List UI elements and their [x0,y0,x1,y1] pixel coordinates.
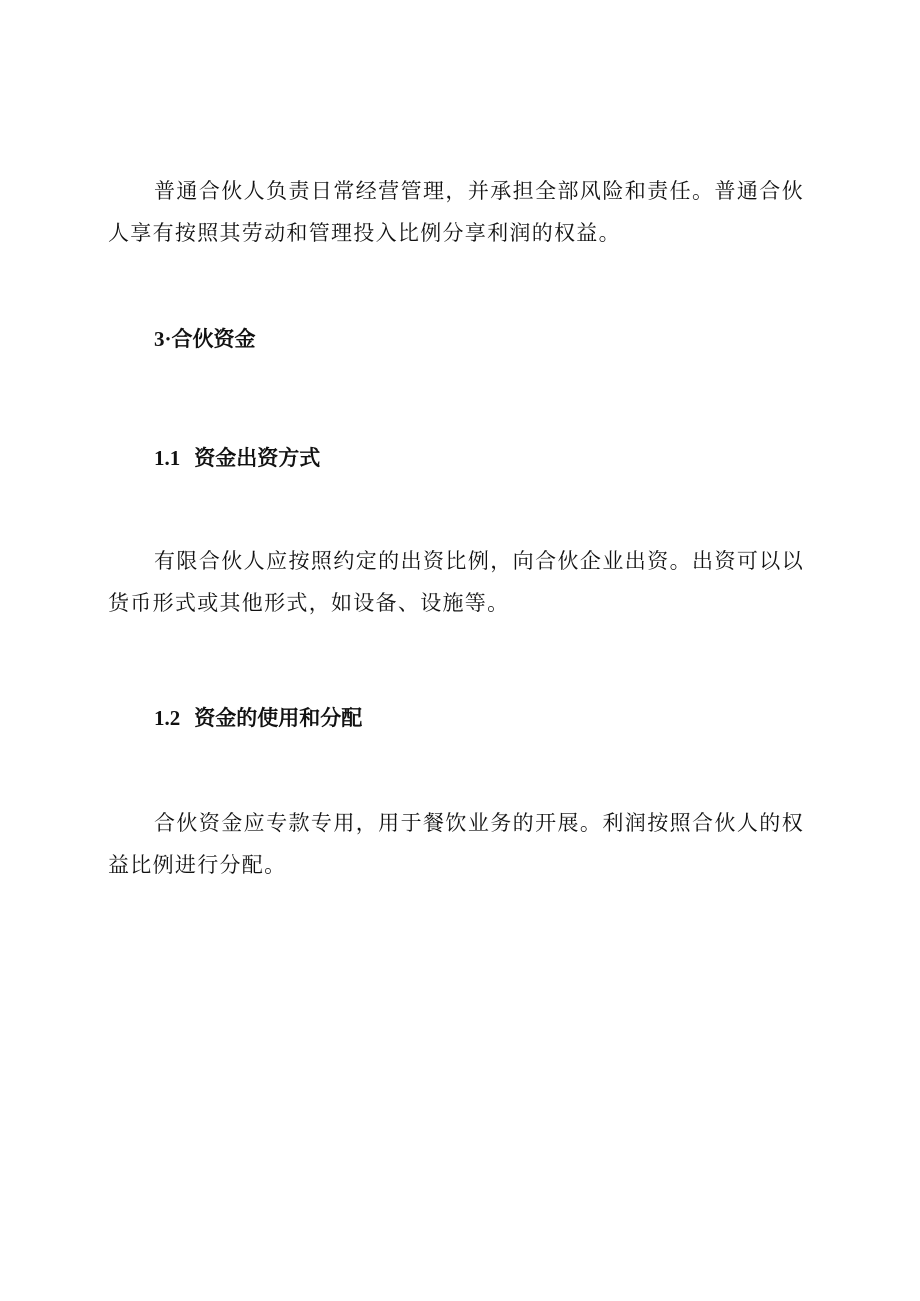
subsection-title: 资金出资方式 [194,446,321,470]
section-title: 合伙资金 [171,327,256,351]
subsection-title: 资金的使用和分配 [194,706,363,730]
subsection-number: 1.2 [154,706,181,730]
paragraph-use-and-distribution: 合伙资金应专款专用，用于餐饮业务的开展。利润按照合伙人的权益比例进行分配。 [108,811,804,877]
subsection-heading-use-and-distribution [154,703,362,733]
section-heading-partnership-funds [154,324,256,354]
subsection-heading-contribution-method [154,443,320,473]
subsection-number: 1.1 [154,446,181,470]
section-number: 3· [154,327,172,351]
paragraph-contribution-method: 有限合伙人应按照约定的出资比例，向合伙企业出资。出资可以以货币形式或其他形式，如设备、设施等。 [108,549,804,615]
paragraph-general-partner-duties: 普通合伙人负责日常经营管理，并承担全部风险和责任。普通合伙人享有按照其劳动和管理投入比例分享利润的权益。 [108,179,804,245]
